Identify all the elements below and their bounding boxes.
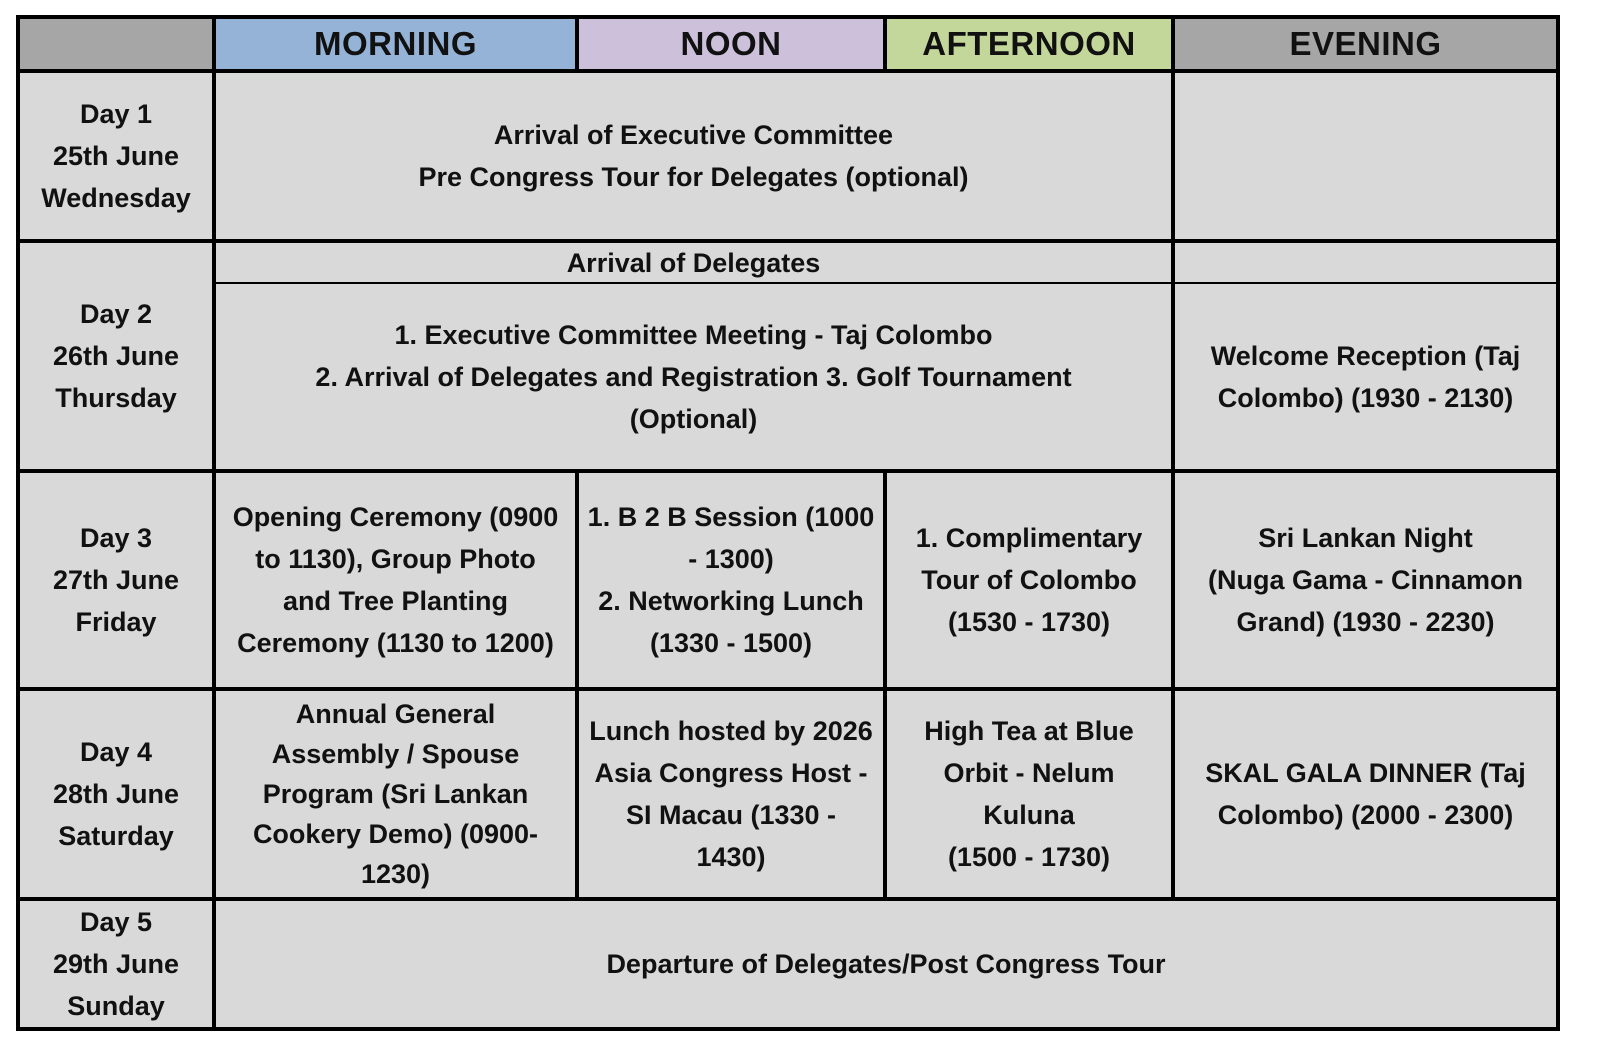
header-noon: NOON [577, 17, 885, 71]
event-line: - 1300) [688, 544, 774, 574]
day-2-top-evening-cell [1173, 241, 1558, 283]
day-4-afternoon-cell [885, 689, 1173, 899]
day-1-label-cell [18, 71, 214, 241]
header-morning: MORNING [214, 17, 577, 71]
day-3-row [18, 471, 1558, 689]
day-3-evening-cell [1173, 471, 1558, 689]
event-line: 1230) [360, 859, 431, 889]
event-line: (1330 - 1500) [649, 628, 813, 658]
event-line: Asia Congress Host - [594, 758, 868, 788]
day-date: 26th June [52, 341, 180, 371]
event-line: Lunch hosted by 2026 [589, 716, 873, 746]
event-line: Opening Ceremony (0900 [232, 502, 559, 532]
event-line: High Tea at Blue [924, 716, 1134, 746]
day-1-evening-cell [1173, 71, 1558, 241]
day-date: 28th June [52, 779, 180, 809]
day-1-main-cell [214, 71, 1173, 241]
event-line: 2. Networking Lunch [598, 586, 864, 616]
event-line: (1500 - 1730) [947, 842, 1111, 872]
event-line: Grand) (1930 - 2230) [1236, 607, 1495, 637]
day-2-evening-cell [1173, 283, 1558, 471]
congress-schedule-table [16, 15, 1560, 1031]
header-evening: EVENING [1173, 17, 1558, 71]
day-4-evening-cell [1173, 689, 1558, 899]
day-4-row [18, 689, 1558, 899]
day-4-morning-cell [214, 689, 577, 899]
day-5-main-cell: Departure of Delegates/Post Congress Tour [214, 899, 1558, 1029]
event-line: (1530 - 1730) [947, 607, 1111, 637]
event-line: Orbit - Nelum [943, 758, 1115, 788]
day-5-label-cell [18, 899, 214, 1029]
day-weekday: Saturday [58, 821, 174, 851]
day-3-noon-cell [577, 471, 885, 689]
day-2-main-cell [214, 283, 1173, 471]
event-line: 1430) [696, 842, 766, 872]
day-date: 29th June [52, 949, 180, 979]
day-2-label-cell [18, 241, 214, 471]
event-line: Cookery Demo) (0900- [252, 819, 539, 849]
header-corner-cell [18, 17, 214, 71]
day-weekday: Sunday [67, 991, 165, 1021]
event-line: Ceremony (1130 to 1200) [237, 628, 554, 658]
day-1-row [18, 71, 1558, 241]
event-line: SI Macau (1330 - [625, 800, 837, 830]
event-line: Colombo) (1930 - 2130) [1217, 382, 1514, 413]
event-line: Pre Congress Tour for Delegates (optional) [418, 162, 969, 192]
event-line: and Tree Planting [282, 586, 509, 616]
event-line: 1. Executive Committee Meeting - Taj Colombo [394, 319, 993, 350]
event-line: Program (Sri Lankan [262, 779, 529, 809]
header-row [18, 17, 1558, 71]
event-line: (Optional) [629, 403, 758, 434]
event-line: to 1130), Group Photo [255, 544, 536, 574]
event-line: Arrival of Executive Committee [493, 120, 894, 150]
day-2-main-row [18, 283, 1558, 471]
event-line: 1. B 2 B Session (1000 [587, 502, 875, 532]
day-label: Day 2 [79, 299, 153, 329]
day-2-top-row [18, 241, 1558, 283]
day-label: Day 5 [79, 907, 153, 937]
event-line: 1. Complimentary [915, 523, 1143, 553]
header-afternoon: AFTERNOON [885, 17, 1173, 71]
day-label: Day 1 [79, 99, 153, 129]
event-line: Welcome Reception (Taj [1210, 340, 1521, 371]
day-date: 27th June [52, 565, 180, 595]
day-date: 25th June [52, 141, 180, 171]
event-line: 2. Arrival of Delegates and Registration 3. Golf Tournament [315, 361, 1072, 392]
event-line: SKAL GALA DINNER (Taj [1205, 758, 1526, 788]
day-2-arrival-cell: Arrival of Delegates [214, 241, 1173, 283]
schedule-container [16, 15, 1560, 1031]
day-5-row [18, 899, 1558, 1029]
day-label: Day 3 [79, 523, 153, 553]
day-3-morning-cell [214, 471, 577, 689]
day-4-noon-cell [577, 689, 885, 899]
day-weekday: Friday [75, 607, 157, 637]
day-3-afternoon-cell [885, 471, 1173, 689]
day-4-label-cell [18, 689, 214, 899]
event-line: Annual General [295, 699, 496, 729]
day-3-label-cell [18, 471, 214, 689]
event-line: Colombo) (2000 - 2300) [1217, 800, 1514, 830]
day-weekday: Thursday [55, 383, 177, 413]
event-line: Tour of Colombo [921, 565, 1137, 595]
day-label: Day 4 [79, 737, 153, 767]
event-line: (Nuga Gama - Cinnamon [1207, 565, 1524, 595]
day-weekday: Wednesday [41, 183, 191, 213]
event-line: Assembly / Spouse [271, 739, 520, 769]
event-line: Kuluna [983, 800, 1075, 830]
event-line: Sri Lankan Night [1258, 523, 1473, 553]
